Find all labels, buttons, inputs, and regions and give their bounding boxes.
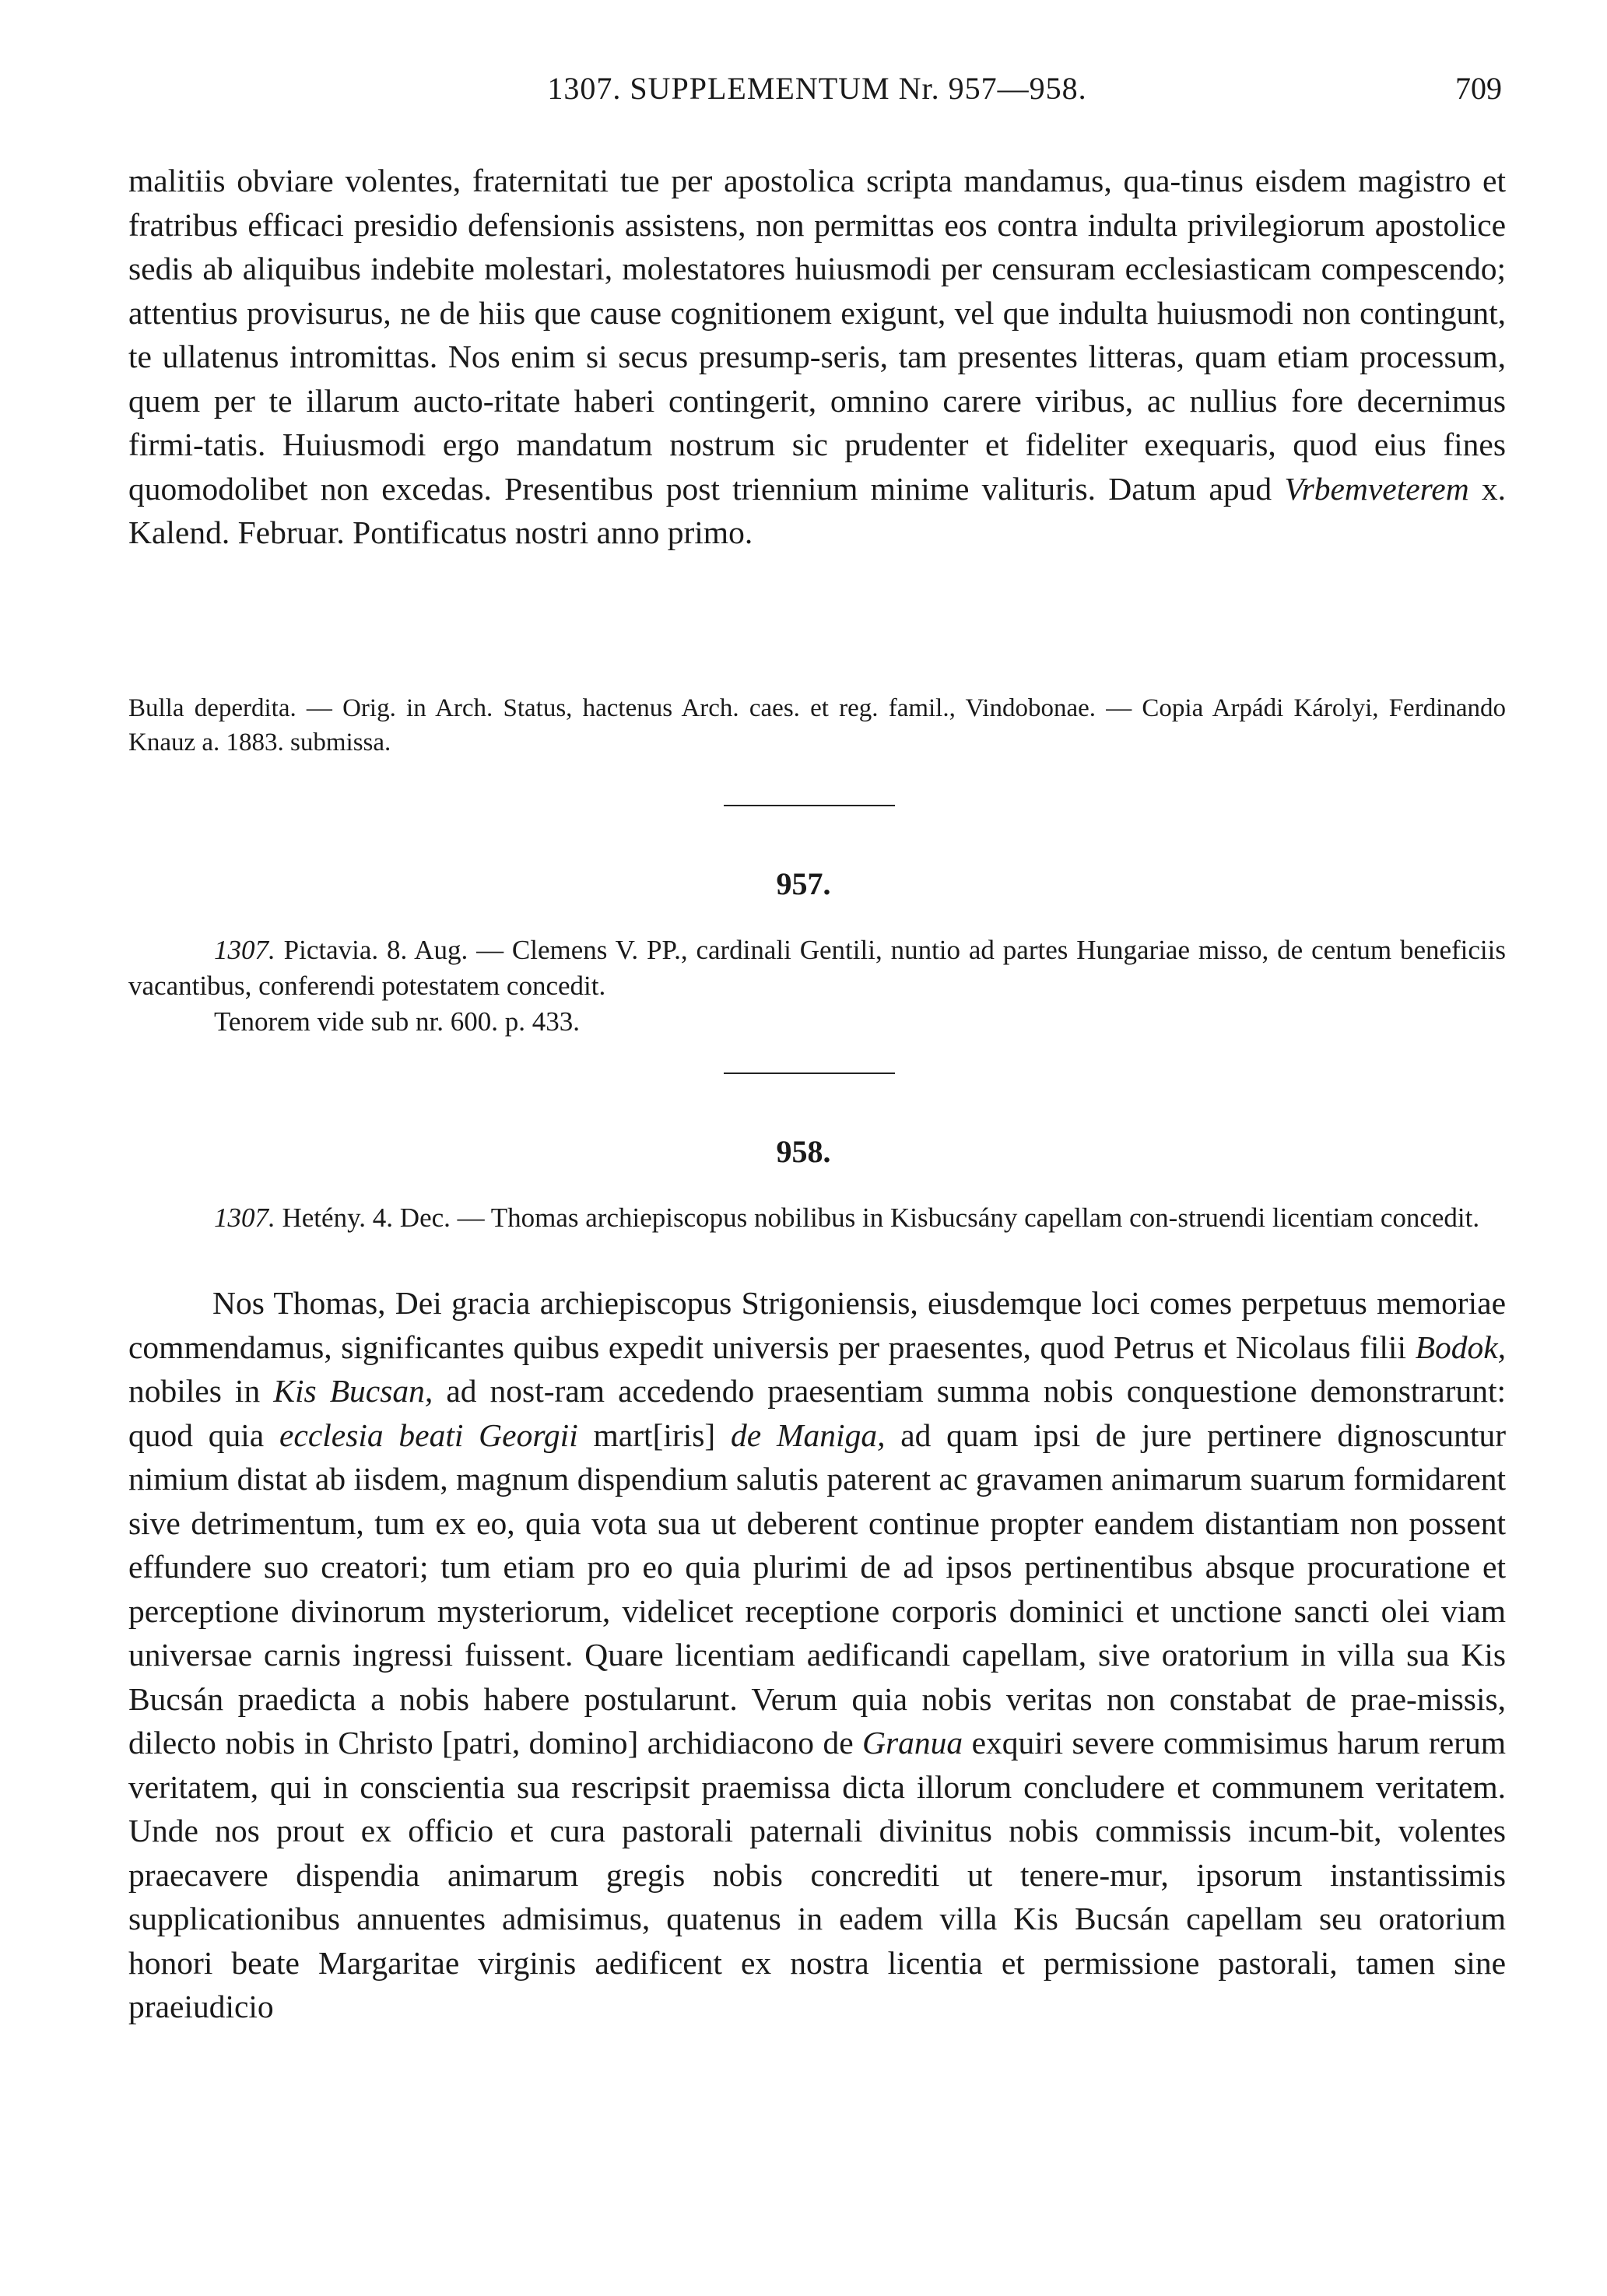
document-958-text (128, 1281, 1506, 2029)
place-name: Granua (862, 1725, 963, 1761)
church-name: ecclesia beati Georgii (279, 1417, 578, 1453)
charter-text: Nos Thomas, Dei gracia archiepiscopus Strigoniensis, eiusdemque loci comes perpetuus memoriae commendamus, significantes quibus expedit universis per praesentes, quod Petrus et Nicolaus filii (128, 1285, 1506, 1365)
document-958-regest (128, 1200, 1506, 1236)
running-title: 1307. SUPPLEMENTUM Nr. 957—958. (547, 71, 1087, 106)
place-name: Vrbemveterem (1284, 470, 1469, 507)
document-956-continuation (128, 159, 1506, 555)
person-name: Bodok, (1415, 1329, 1507, 1365)
source-note-text: Bulla deperdita. — Orig. in Arch. Status, hactenus Arch. caes. et reg. famil., Vindobonae. — Copia Arpádi Károlyi, Ferdinando Knauz a. 1883. submissa. (128, 694, 1506, 757)
regest-date: 1307. (214, 1202, 275, 1233)
regest-text: Hetény. 4. Dec. — Thomas archiepiscopus nobilibus in Kisbucsány capellam con-struendi licentiam concedit. (282, 1202, 1480, 1233)
separator-rule-2 (724, 1073, 895, 1074)
document-number-958: 958. (776, 1134, 831, 1169)
separator-rule-1 (724, 805, 895, 806)
source-note-956 (128, 691, 1506, 760)
charter-text: exquiri severe commisimus harum rerum veritatem, qui in conscientia sua rescripsit praemissa dicta illorum concludere et communem veritatem. Unde nos prout ex officio et cura pastorali paternali divinitus nobis commissis incum-bit, volentes praecavere dispendia animarum gregis nobis concrediti ut tenere-mur, ipsorum instantissimis supplicationibus annuentes admisimus, quatenus in eadem villa Kis Bucsán capellam seu oratorium honori beate Margaritae virginis aedificent ex nostra licentia et permissione pastorali, tamen sine praeiudicio (128, 1725, 1507, 2024)
regest-date: 1307. (214, 935, 275, 965)
regest-text: Pictavia. 8. Aug. — Clemens V. PP., cardinali Gentili, nuntio ad partes Hungariae misso, de centum beneficiis vacantibus, conferendi potestatem concedit. (128, 935, 1507, 1001)
page-number: 709 (1455, 71, 1502, 106)
place-name: Kis Bucsan, (273, 1373, 433, 1409)
dating-clause: x. Kalend. Februar. Pontificatus nostri anno primo. (128, 470, 1507, 550)
page-header (132, 70, 1502, 117)
place-name: de Maniga, (731, 1417, 886, 1453)
tenor-reference: Tenorem vide sub nr. 600. p. 433. (214, 1006, 580, 1037)
charter-text: mart[iris] (593, 1417, 716, 1453)
charter-text: ad quam ipsi de jure pertinere dignoscuntur nimium distat ab iisdem, magnum dispendium salutis paterent ac gravamen animarum suarum formidarent sive detrimentum, tum ex eo, quia vota sua ut deberent continue propter eandem distantiam non possent effundere suo creatori; tum etiam pro eo quia plurimi de ad ipsos pertinentibus absque procuratione et perceptione divinorum mysteriorum, videlicet receptione corporis dominici et unctione sancti olei viam universae carnis ingressi fuissent. Quare licentiam aedificandi capellam, sive oratorium in villa sua Kis Bucsán praedicta a nobis habere postularunt. Verum quia nobis veritas non constabat de prae-missis, dilecto nobis in Christo [patri, domino] archidiacono de (128, 1417, 1507, 1761)
continuation-text: malitiis obviare volentes, fraternitati tue per apostolica scripta mandamus, qua-tinus eisdem magistro et fratribus efficaci presidio defensionis assistens, non permittas eos contra indulta privilegiorum apostolice sedis ab aliquibus indebite molestari, molestatores huiusmodi per censuram ecclesiasticam compescendo; attentius provisurus, ne de hiis que cause cognitionem exigunt, vel que indulta huiusmodi non contingunt, te ullatenus intromittas. Nos enim si secus presump-seris, tam presentes litteras, quam etiam processum, quem per te illarum aucto-ritate haberi contingerit, omnino carere viribus, ac nullius fore decernimus firmi-tatis. Huiusmodi ergo mandatum nostrum sic prudenter et fideliter exequaris, quod eius fines quomodolibet non excedas. Presentibus post triennium minime valituris. Datum apud (128, 163, 1506, 507)
document-957-regest (128, 932, 1506, 1040)
charter-text: nobiles in (128, 1373, 261, 1409)
document-number-957: 957. (776, 866, 831, 901)
charter-text: ad nost-ram accedendo praesentiam summa nobis conquestione demonstrarunt: quod quia (128, 1373, 1507, 1453)
